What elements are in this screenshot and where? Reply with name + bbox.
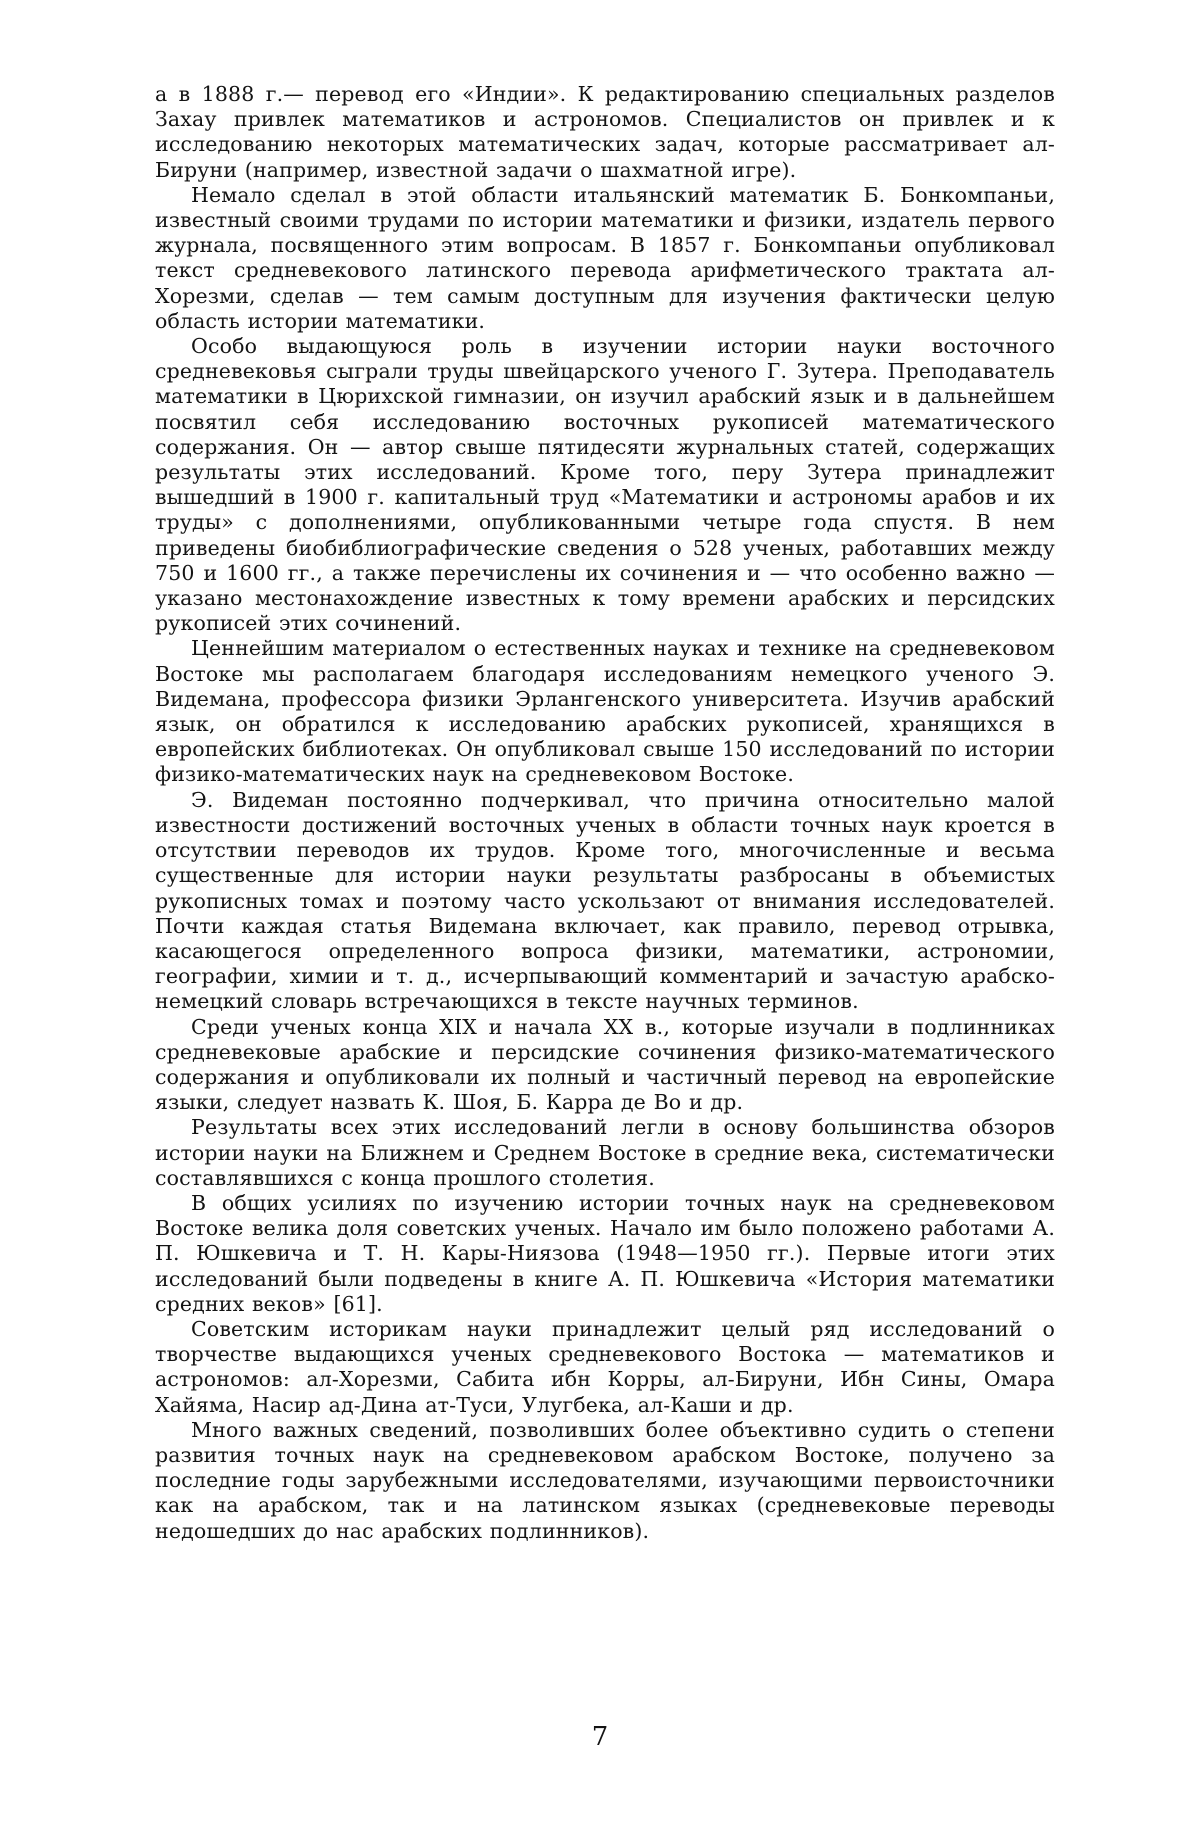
paragraph-3: Особо выдающуюся роль в изучении истории науки восточного средневековья сыграли труды швейцарского ученого Г. Зутера. Преподаватель математики в Цюрихской гимназии, он изучил арабский язык и в дальнейшем посвятил себя исследованию восточных рукописей математического содержания. Он — автор свыше пятидесяти журнальных статей, содержащих результаты этих исследований. Кроме того, перу Зутера принадлежит вышедший в 1900 г. капитальный труд «Математики и астрономы арабов и их труды» с дополнениями, опубликованными четыре года спустя. В нем приведены биобиблиографические сведения о 528 ученых, работавших между 750 и 1600 гг., а также перечислены их сочинения и — что особенно важно — указано местонахождение известных к тому времени арабских и персидских рукописей этих сочинений. bbox=[155, 334, 1055, 636]
paragraph-1: а в 1888 г.— перевод его «Индии». К редактированию специальных разделов Захау привлек математиков и астрономов. Специалистов он привлек и к исследованию некоторых математических задач, которые рассматривает ал-Бируни (например, известной задачи о шахматной игре). bbox=[155, 82, 1055, 182]
paragraph-4: Ценнейшим материалом о естественных науках и технике на средневековом Востоке мы располагаем благодаря исследованиям немецкого ученого Э. Видемана, профессора физики Эрлангенского университета. Изучив арабский язык, он обратился к исследованию арабских рукописей, хранящихся в европейских библиотеках. Он опубликовал свыше 150 исследований по истории физико-математических наук на средневековом Востоке. bbox=[155, 636, 1055, 787]
paragraph-2: Немало сделал в этой области итальянский математик Б. Бонкомпаньи, известный своими трудами по истории математики и физики, издатель первого журнала, посвященного этим вопросам. В 1857 г. Бонкомпаньи опубликовал текст средневекового латинского перевода арифметического трактата ал-Хорезми, сделав — тем самым доступным для изучения фактически целую область истории математики. bbox=[155, 182, 1055, 333]
paragraph-10: Много важных сведений, позволивших более объективно судить о степени развития точных наук на средневековом арабском Востоке, получено за последние годы зарубежными исследователями, изучающими первоисточники как на арабском, так и на латинском языках (средневековые переводы недошедших до нас арабских подлинников). bbox=[155, 1417, 1055, 1543]
paragraph-5: Э. Видеман постоянно подчеркивал, что причина относительно малой известности достижений восточных ученых в области точных наук кроется в отсутствии переводов их трудов. Кроме того, многочисленные и весьма существенные для истории науки результаты разбросаны в объемистых рукописных томах и поэтому часто ускользают от внимания исследователей. Почти каждая статья Видемана включает, как правило, перевод отрывка, касающегося определенного вопроса физики, математики, астрономии, географии, химии и т. д., исчерпывающий комментарий и зачастую арабско-немецкий словарь встречающихся в тексте научных терминов. bbox=[155, 787, 1055, 1014]
paragraph-7: Результаты всех этих исследований легли в основу большинства обзоров истории науки на Ближнем и Среднем Востоке в средние века, систематически составлявшихся с конца прошлого столетия. bbox=[155, 1115, 1055, 1190]
page-body bbox=[155, 82, 1055, 1544]
page-number: 7 bbox=[591, 1722, 609, 1752]
paragraph-8: В общих усилиях по изучению истории точных наук на средневековом Востоке велика доля советских ученых. Начало им было положено работами А. П. Юшкевича и Т. Н. Кары-Ниязова (1948—1950 гг.). Первые итоги этих исследований были подведены в книге А. П. Юшкевича «История математики средних веков» [61]. bbox=[155, 1190, 1055, 1316]
paragraph-6: Среди ученых конца XIX и начала XX в., которые изучали в подлинниках средневековые арабские и персидские сочинения физико-математического содержания и опубликовали их полный и частичный перевод на европейские языки, следует назвать К. Шоя, Б. Карра де Во и др. bbox=[155, 1014, 1055, 1115]
paragraph-9: Советским историкам науки принадлежит целый ряд исследований о творчестве выдающихся ученых средневекового Востока — математиков и астрономов: ал-Хорезми, Сабита ибн Корры, ал-Бируни, Ибн Сины, Омара Хайяма, Насир ад-Дина ат-Туси, Улугбека, ал-Каши и др. bbox=[155, 1316, 1055, 1417]
